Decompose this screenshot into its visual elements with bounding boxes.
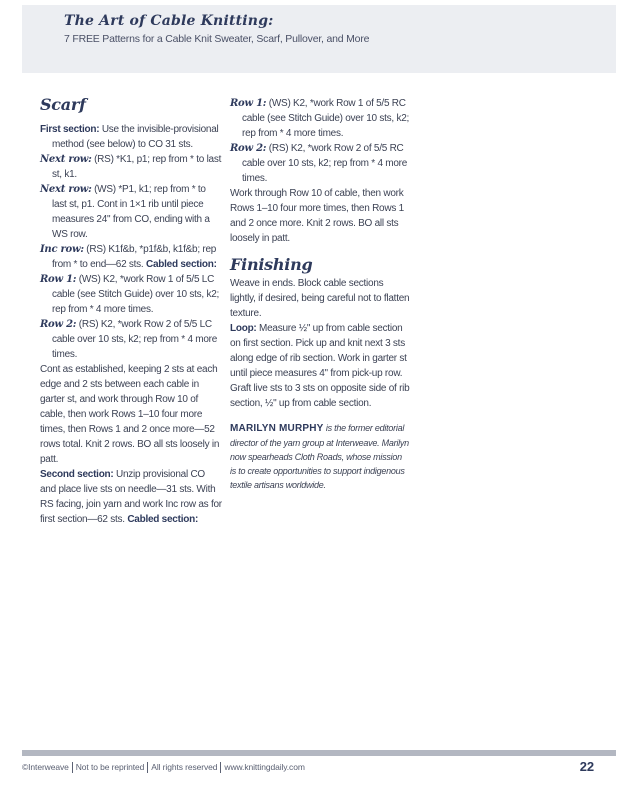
author-bio bbox=[230, 421, 410, 492]
inc-row-para bbox=[40, 242, 222, 272]
row-1-rc-para bbox=[230, 96, 410, 141]
row-1-lc-text: (WS) K2, *work Row 1 of 5/5 LC cable (see Stitch Guide) over 10 sts, k2; rep from * 4 more times. bbox=[52, 274, 220, 315]
row-2-rc-label: Row 2: bbox=[230, 143, 267, 154]
loop-para bbox=[230, 321, 410, 411]
footer-rights: All rights reserved bbox=[147, 762, 220, 773]
row-2-lc-text: (RS) K2, *work Row 2 of 5/5 LC cable over 10 sts, k2; rep from * 4 more times. bbox=[52, 319, 218, 360]
page-header bbox=[22, 5, 616, 73]
footer-copyright: ©Interweave bbox=[22, 762, 69, 772]
next-row-1-label: Next row: bbox=[40, 154, 92, 165]
first-section-para bbox=[40, 122, 222, 152]
second-section-para bbox=[40, 467, 222, 527]
next-row-1-para bbox=[40, 152, 222, 182]
book-title: The Art of Cable Knitting: bbox=[64, 13, 274, 29]
book-subtitle: 7 FREE Patterns for a Cable Knit Sweater, Scarf, Pullover, and More bbox=[64, 33, 370, 45]
right-column bbox=[230, 96, 410, 492]
second-cabled-label: Cabled section: bbox=[127, 514, 199, 525]
first-section-text: Use the invisible-provisional method (see below) to CO 31 sts. bbox=[52, 124, 219, 150]
finishing-heading: Finishing bbox=[230, 255, 313, 274]
row-2-rc-text: (RS) K2, *work Row 2 of 5/5 RC cable over 10 sts, k2; rep from * 4 more times. bbox=[242, 143, 408, 184]
loop-label: Loop: bbox=[230, 323, 257, 334]
row-1-rc-label: Row 1: bbox=[230, 98, 267, 109]
next-row-2-para bbox=[40, 182, 222, 242]
second-section-label: Second section: bbox=[40, 469, 114, 480]
inc-row-text: (RS) K1f&b, *p1f&b, k1f&b; rep from * to end—62 sts. bbox=[52, 244, 217, 270]
next-row-2-text: (WS) *P1, k1; rep from * to last st, p1. Cont in 1×1 rib until piece measures 24" from CO, ending with a WS row. bbox=[52, 184, 210, 240]
inc-cabled-label: Cabled section: bbox=[146, 259, 217, 270]
page-number: 22 bbox=[579, 759, 594, 774]
inc-row-label: Inc row: bbox=[40, 244, 84, 255]
first-section-label: First section: bbox=[40, 124, 100, 135]
row-1-lc-para bbox=[40, 272, 222, 317]
page-footer bbox=[22, 759, 616, 776]
next-row-1-text: (RS) *K1, p1; rep from * to last st, k1. bbox=[52, 154, 222, 180]
continue-para: Cont as established, keeping 2 sts at each edge and 2 sts between each cable in garter st, and work through Row 10 of cable, then work Rows 1–10 four more times, then Rows 1 and 2 once more—52 rows total. Knit 2 rows. BO all sts loosely in patt. bbox=[40, 364, 220, 465]
second-section-text: Unzip provisional CO and place live sts on needle—31 sts. With RS facing, join yarn and work Inc row as for first section—62 sts. bbox=[40, 469, 222, 525]
author-name: MARILYN MURPHY bbox=[230, 423, 324, 434]
left-column bbox=[40, 94, 222, 527]
work-through-para: Work through Row 10 of cable, then work Rows 1–10 four more times, then Rows 1 and 2 once more. Knit 2 rows. BO all sts loosely in patt. bbox=[230, 188, 404, 244]
footer-url-link[interactable]: www.knittingdaily.com bbox=[220, 762, 307, 773]
loop-text: Measure ½" up from cable section on first section. Pick up and knit next 3 sts along edge of rib section. Work in garter st until piece measures 4" from pick-up row. Graft live sts to 3 sts on opposite side of rib section, ½" up from cable section. bbox=[230, 323, 410, 409]
row-1-rc-text: (WS) K2, *work Row 1 of 5/5 RC cable (see Stitch Guide) over 10 sts, k2; rep from * 4 more times. bbox=[242, 98, 410, 139]
footer-reprint: Not to be reprinted bbox=[72, 762, 148, 773]
row-1-lc-label: Row 1: bbox=[40, 274, 77, 285]
row-2-lc-para bbox=[40, 317, 222, 362]
footer-rule bbox=[22, 750, 616, 756]
row-2-rc-para bbox=[230, 141, 410, 186]
next-row-2-label: Next row: bbox=[40, 184, 92, 195]
scarf-heading: Scarf bbox=[40, 95, 86, 114]
finishing-para: Weave in ends. Block cable sections lightly, if desired, being careful not to flatten texture. bbox=[230, 278, 410, 319]
row-2-lc-label: Row 2: bbox=[40, 319, 77, 330]
author-bio-text: is the former editorial director of the yarn group at Interweave. Marilyn now spearheads Cloth Roads, whose mission is to create opportunities to support indigenous textile artisans worldwide. bbox=[230, 423, 409, 490]
